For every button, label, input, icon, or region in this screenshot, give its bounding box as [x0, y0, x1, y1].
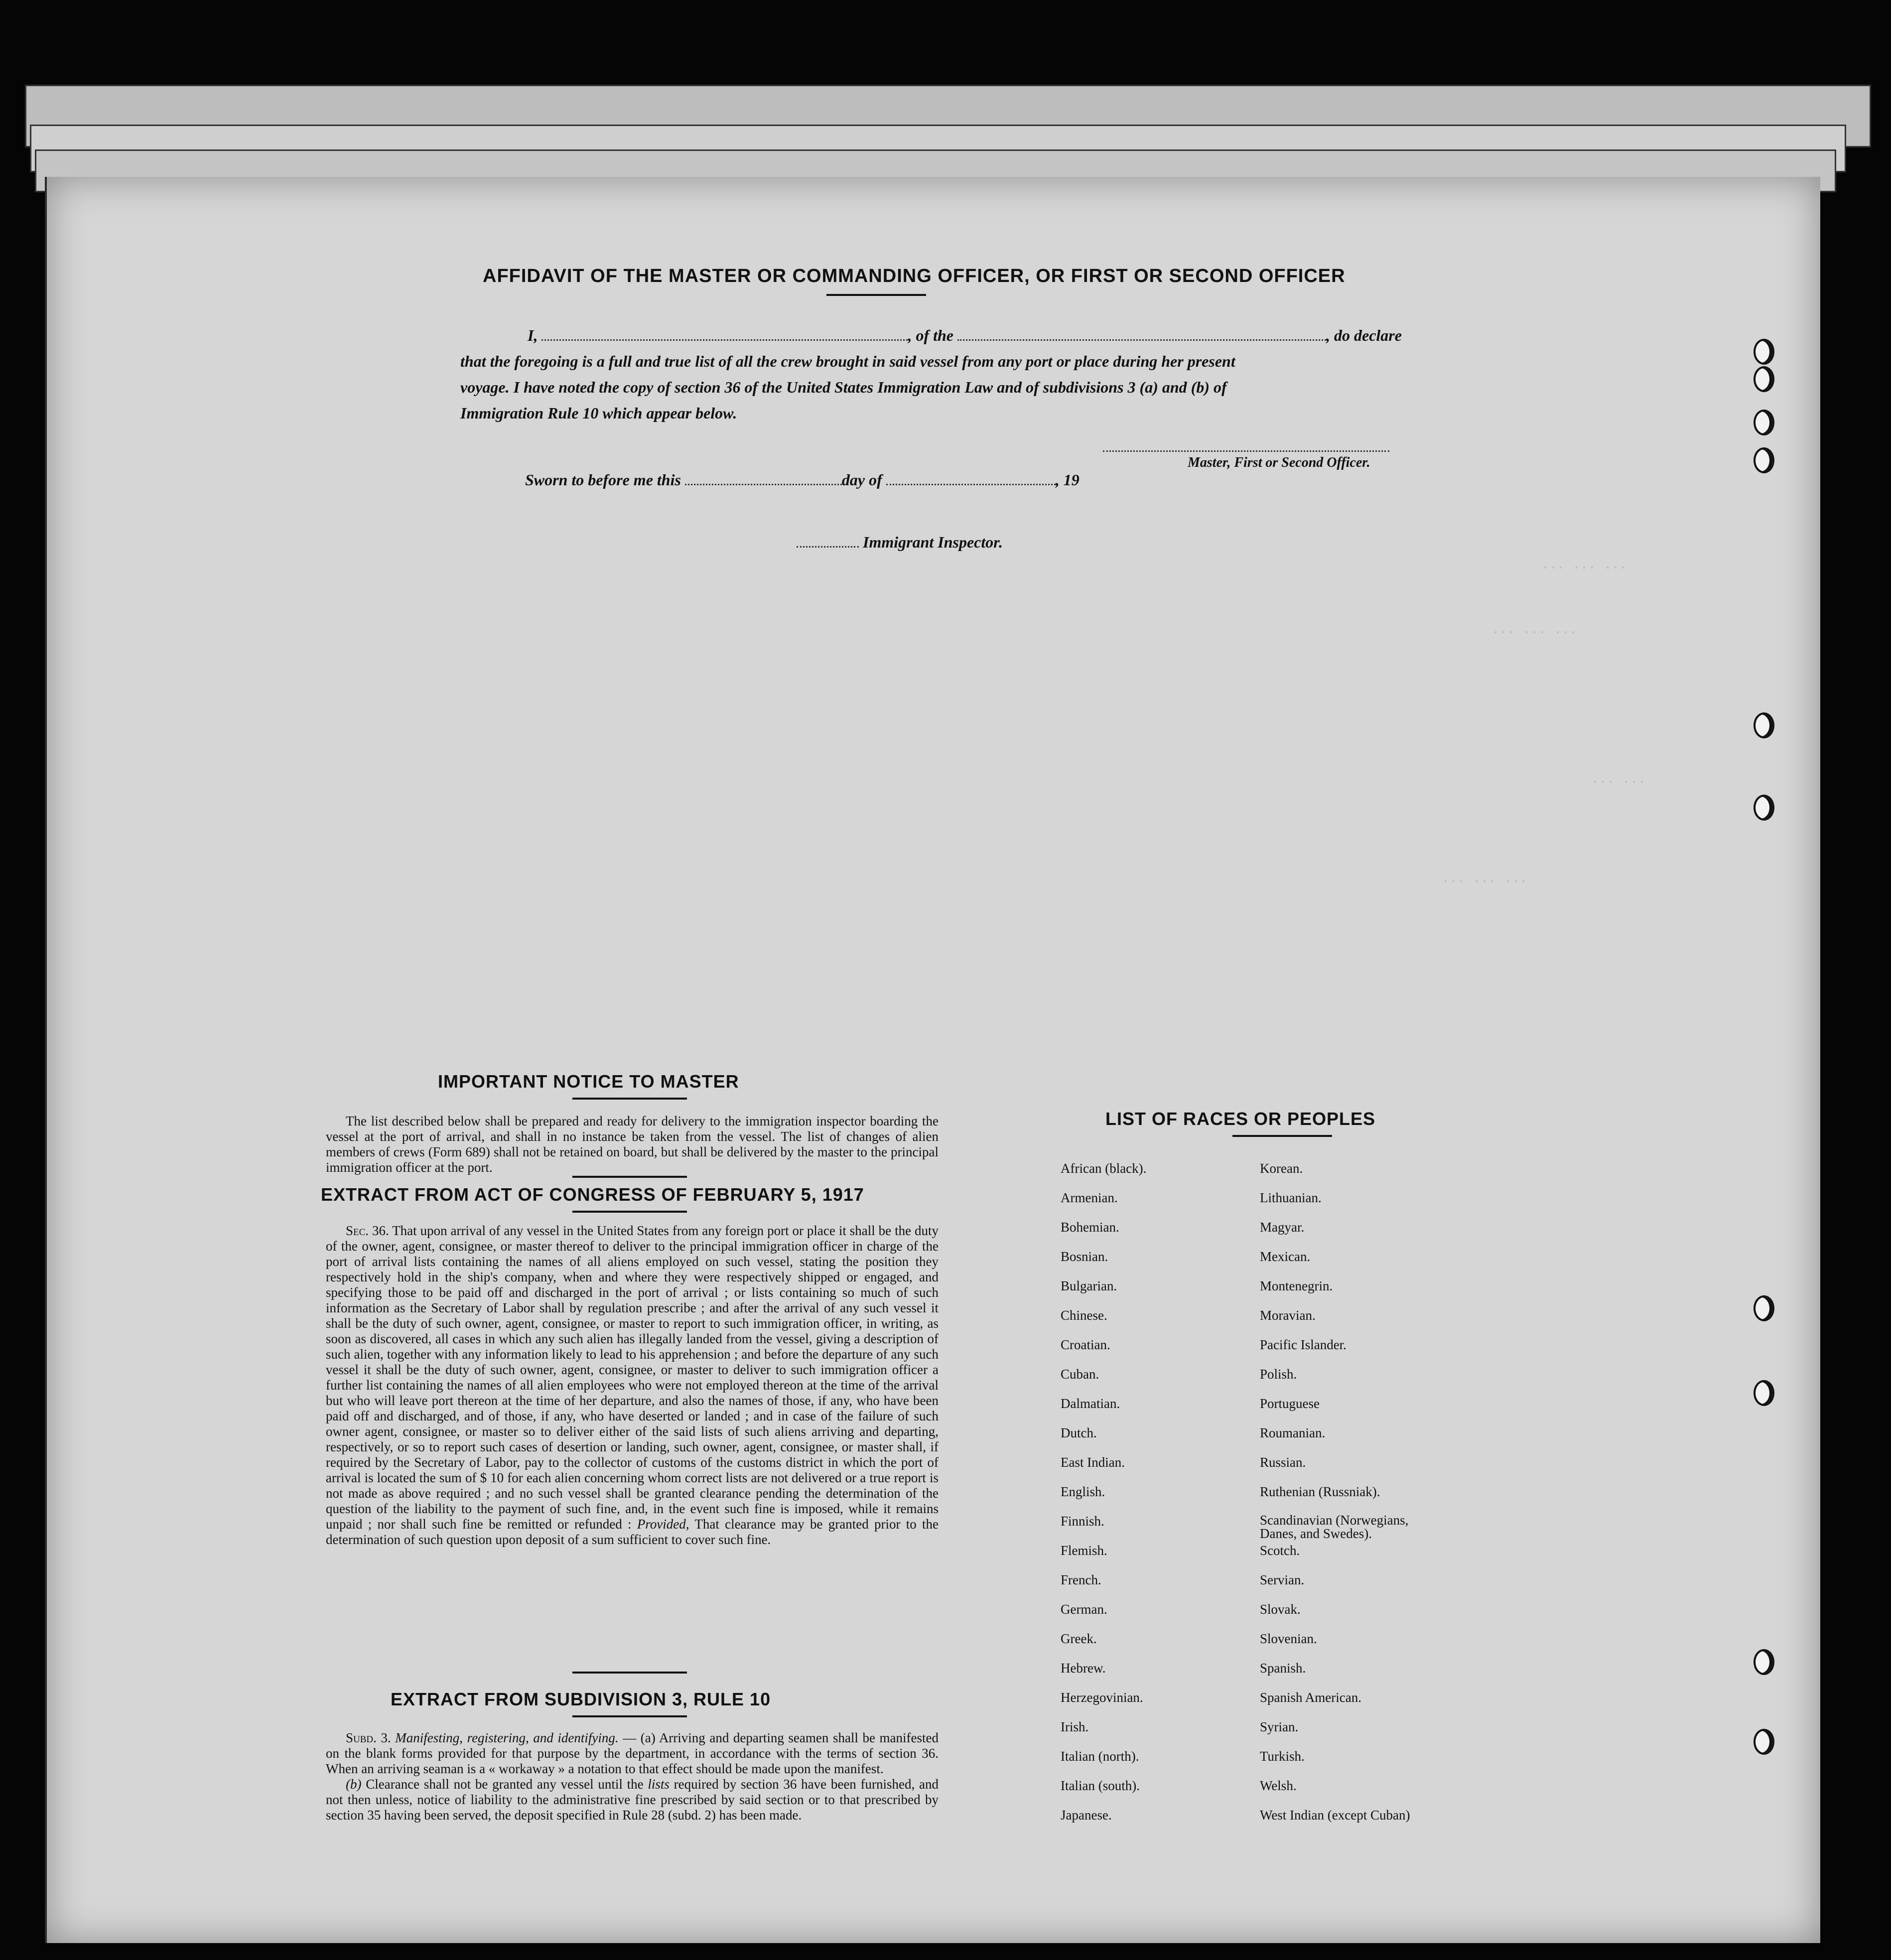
- affidavit-line1: [528, 326, 1402, 345]
- race-item: Ruthenian (Russniak).: [1260, 1484, 1380, 1499]
- race-item: Armenian.: [1061, 1190, 1118, 1205]
- race-item: Bosnian.: [1061, 1249, 1108, 1264]
- race-item: Servian.: [1260, 1572, 1305, 1587]
- race-item: Montenegrin.: [1260, 1278, 1333, 1293]
- race-item: Chinese.: [1061, 1308, 1107, 1323]
- race-item: Pacific Islander.: [1260, 1337, 1347, 1352]
- race-item: Croatian.: [1061, 1337, 1110, 1352]
- race-item: Magyar.: [1260, 1220, 1305, 1235]
- master-name-field[interactable]: [541, 339, 908, 341]
- binder-hole: [1754, 1649, 1774, 1675]
- affidavit-title: AFFIDAVIT OF THE MASTER OR COMMANDING OFFICER, OR FIRST OR SECOND OFFICER: [483, 266, 1346, 286]
- race-item: Scandinavian (Norwegians, Danes, and Swedes).: [1260, 1513, 1409, 1541]
- race-item: Spanish.: [1260, 1661, 1306, 1676]
- notice-paragraph: The list described below shall be prepared and ready for delivery to the immigration inspector boarding the vessel at the port of arrival, and shall in no instance be taken from the vessel. The list of changes of alien members of crews (Form 689) shall not be retained on board, but shall be delivered by the master to the principal immigration officer at the port.: [326, 1114, 939, 1175]
- race-item: English.: [1061, 1484, 1105, 1499]
- act-section-body: That upon arrival of any vessel in the United States from any foreign port or place it shall be the duty of the owner, agent, consignee, or master thereof to deliver to the principal immigration officer in charge of the port of arrival lists containing the names of all aliens employed on such vessel, stating the position they respectively hold in the ship's company, when and where they were respectively shipped or engaged, and specifying those to be paid off and discharged in the port of arrival ; or lists containing so much of such information as the Secretary of Labor shall by regulation prescribe ; and after the arrival of any such vessel it shall be the duty of such owner, agent, consignee, or master to report to such immigration officer, in writing, as soon as discovered, all cases in which any such alien has illegally landed from the vessel, giving a description of such alien, together with any information likely to lead to his apprehension ; and before the departure of any such vessel it shall be the duty of such owner, agent, consignee, or master to deliver to such immigration officer a further list containing the names of all alien employees who were not employed thereon at the time of the arrival but who will leave port thereon at the time of her departure, and also the names of those, if any, who have been paid off and discharged, and of those, if any, who have deserted or landed ; and in case of the failure of such owner agent, consignee, or master so to deliver either of the said lists of such aliens arriving and departing, respectively, or so to report such cases of desertion or landing, such owner, agent, consignee, or master shall, if required by the Secretary of Labor, pay to the collector of customs of the customs district in which the port of arrival is located the sum of $ 10 for each alien concerning whom correct lists are not delivered or a true report is not made as above required ; and no such vessel shall be granted clearance pending the determination of the question of the liability to the payment of such fine, and, in the event such fine is imposed, while it remains unpaid ; nor shall such fine be remitted or refunded :: [326, 1223, 939, 1532]
- race-item: Mexican.: [1260, 1249, 1311, 1264]
- race-item: West Indian (except Cuban): [1260, 1808, 1410, 1822]
- race-item: Polish.: [1260, 1367, 1297, 1382]
- rule-top-rule: [572, 1672, 687, 1674]
- affidavit-declare-label: , do declare: [1326, 326, 1402, 344]
- inspector-line: [797, 533, 1003, 552]
- binder-hole: [1754, 410, 1774, 435]
- affidavit-line3: voyage. I have noted the copy of section 36 of the United States Immigration Law and of subdivisions 3 (a) and (b) of: [460, 378, 1227, 396]
- binder-hole: [1754, 1295, 1774, 1321]
- act-title-rule: [572, 1211, 687, 1213]
- sworn-line: [525, 471, 1080, 489]
- day-of-label: day of: [841, 471, 882, 489]
- race-item: Flemish.: [1061, 1543, 1107, 1558]
- inspector-signature-field[interactable]: [797, 546, 859, 548]
- race-item: Roumanian.: [1260, 1425, 1326, 1440]
- rule-text-b2: required by section 36 have been furnished, and not then unless, notice of liability to the administrative fine prescribed by said section or to that prescribed by section 35 having been served, the deposit specified in Rule 28 (subd. 2) has been made.: [326, 1777, 939, 1822]
- sworn-label: Sworn to before me this: [525, 471, 681, 489]
- act-top-rule: [572, 1176, 687, 1178]
- race-item: Herzegovinian.: [1061, 1690, 1143, 1705]
- race-item: East Indian.: [1061, 1455, 1125, 1470]
- year-label: , 19: [1055, 471, 1080, 489]
- race-item: Turkish.: [1260, 1749, 1305, 1764]
- race-item: Cuban.: [1061, 1367, 1099, 1382]
- races-title-rule: [1232, 1135, 1332, 1137]
- race-item: Italian (north).: [1061, 1749, 1139, 1764]
- binder-hole: [1754, 795, 1774, 821]
- binder-hole: [1754, 1729, 1774, 1755]
- notice-title: IMPORTANT NOTICE TO MASTER: [438, 1071, 739, 1092]
- act-section-label: Sec. 36.: [346, 1223, 389, 1238]
- race-item: African (black).: [1061, 1161, 1147, 1176]
- inspector-label: Immigrant Inspector.: [863, 533, 1003, 551]
- race-item: Russian.: [1260, 1455, 1306, 1470]
- race-item: Finnish.: [1061, 1514, 1104, 1529]
- signature-line[interactable]: [1103, 448, 1389, 452]
- binder-hole: [1754, 712, 1774, 738]
- race-item: Irish.: [1061, 1719, 1089, 1734]
- race-item: Dutch.: [1061, 1425, 1097, 1440]
- rule-lists-word: lists: [648, 1777, 670, 1792]
- race-item: French.: [1061, 1572, 1101, 1587]
- affidavit-of-label: , of the: [908, 326, 953, 344]
- race-item: Japanese.: [1061, 1808, 1112, 1822]
- race-item: Slovenian.: [1260, 1631, 1317, 1646]
- race-item: Portuguese: [1260, 1396, 1320, 1411]
- vessel-name-field[interactable]: [957, 339, 1326, 341]
- race-item: Slovak.: [1260, 1602, 1301, 1617]
- race-item: Scotch.: [1260, 1543, 1300, 1558]
- binder-hole: [1754, 447, 1774, 473]
- race-item: Dalmatian.: [1061, 1396, 1120, 1411]
- race-item: Italian (south).: [1061, 1778, 1140, 1793]
- race-item: Greek.: [1061, 1631, 1097, 1646]
- act-text: [326, 1223, 939, 1547]
- race-item: Syrian.: [1260, 1719, 1299, 1734]
- binder-hole: [1754, 1380, 1774, 1406]
- notice-text: [326, 1114, 939, 1175]
- race-item: Korean.: [1260, 1161, 1303, 1176]
- act-title: EXTRACT FROM ACT OF CONGRESS OF FEBRUARY 5, 1917: [321, 1184, 864, 1205]
- notice-title-rule: [572, 1098, 687, 1100]
- affidavit-line2: that the foregoing is a full and true list of all the crew brought in said vessel from any port or place during her present: [460, 352, 1235, 370]
- rule-b-label: (b): [346, 1777, 362, 1792]
- act-section-end: That clearance may be granted prior to the determination of such question upon deposit of a sum sufficient to cover such fine.: [326, 1517, 939, 1547]
- sworn-month-field[interactable]: [886, 484, 1056, 485]
- race-item: Welsh.: [1260, 1778, 1297, 1793]
- rule-title-rule: [572, 1715, 687, 1717]
- race-item: Bulgarian.: [1061, 1278, 1117, 1293]
- affidavit-page: ··· ··· ··· ··· ··· ··· ··· ··· ··· ··· ··· AFFIDAVIT OF THE MASTER OR COMMANDING OFFICER, OR FIRST OR SECOND OFFICER I, , of the , do declare that the foregoing is a full and true list of all the crew brought in said vessel from any port or place during her present voyage. I have noted the copy of section 36 of the United States Immigration Law and of subdivisions 3 (a) and (b) of Immigration Rule 10 which appear below. Master, First or Second Officer. Sworn to before me this day of , 19 Immigrant Inspector. IMPORTANT NOTICE TO MASTER The list described below shall be prepared and ready for delivery to the immigration inspector boarding the vessel at the port of arrival, and shall in no instance be taken from the vessel. The list of changes of alien members of crews (Form 689) shall not be retained on board, but shall be delivered by the master to the principal immigration officer at the port. EXTRACT FROM ACT OF CONGRESS OF FEBRUARY 5, 1917 Sec. 36. That upon arrival of any vessel in the United States from any foreign port or place it shall be the duty of the owner, agent, consignee, or master thereof to deliver to the principal immigration officer in charge of the port of arrival lists containing the names of all aliens employed on such vessel, stating the position they respectively hold in the ship's company, when and where they were respectively shipped or engaged, and specifying those to be paid off and discharged in the port of arrival ; or lists containing so much of such information as the Secretary of Labor shall by regulation prescribe ; and after the arrival of any such vessel it shall be the duty of such owner, agent, consignee, or master to report to such immigration officer, in writing, as soon as discovered, all cases in which any such alien has illegally landed from the vessel, giving a description of such alien, together with any information likely to lead to his apprehension ; and before the departure of any such vessel it shall be the duty of such owner, agent, consignee, or master to deliver to such immigration officer a further list containing the names of all alien employees who were not employed thereon at the time of the arrival but who will leave port thereon at the time of her departure, and also the names of those, if any, who have been paid off and discharged, and of those, if any, who have deserted or landed ; and in case of the failure of such owner agent, consignee, or master so to deliver either of the said lists of such aliens arriving and departing, respectively, or so to report such cases of desertion or landing, such owner, agent, consignee, or master shall, if required by the Secretary of Labor, pay to the collector of customs of the customs district in which the port of arrival is located the sum of $ 10 for each alien concerning whom correct lists are not delivered or a true report is not made as above required ; and no such vessel shall be granted clearance pending the determination of the question of the liability to the payment of such fine, and, in the event such fine is imposed, while it remains unpaid ; nor shall such fine be remitted or refunded : Provided, That clearance may be granted prior to the determination of such question upon deposit of a sum sufficient to cover such fine. EXTRACT FROM SUBDIVISION 3, RULE 10 Subd. 3. Manifesting, registering, and identifying. — (a) Arriving and departing seamen shall be manifested on the blank forms provided for that purpose by the department, in accordance with the terms of section 36. When an arriving seaman is a « workaway » a notation to that effect should be made upon the manifest. (b) Clearance shall not be granted any vessel until the lists required by section 36 have been furnished, and not then unless, notice of liability to the administrative fine prescribed by said section or to that prescribed by section 35 having been served, the deposit specified in Rule 28 (subd. 2) has been made. LIST OF RACES OR PEOPLES African (black). Armenian. Bohemian. Bosnian. Bulgarian. Chinese. Croatian. Cuban. Dalmatian. Dutch. East Indian. English. Finnish. Flemish. French. German. Greek. Hebrew. Herzegovinian. Irish. Italian (north). Italian (south). Japanese. Korean. Lithuanian. Magyar. Mexican. Montenegrin. Moravian. Pacific Islander. Polish. Portuguese Roumanian. Russian. Ruthenian (Russniak). Scandinavian (Norwegians, Danes, and Swedes). Scotch. Servian. Slovak. Slovenian. Spanish. Spanish American. Syrian. Turkish. Welsh. West Indian (except Cuban): [45, 177, 1820, 1943]
- rule-text: [326, 1730, 939, 1823]
- races-title: LIST OF RACES OR PEOPLES: [1105, 1109, 1376, 1129]
- race-item: Lithuanian.: [1260, 1190, 1322, 1205]
- race-item: Spanish American.: [1260, 1690, 1361, 1705]
- affidavit-title-rule: [826, 294, 926, 296]
- race-item: Hebrew.: [1061, 1661, 1106, 1676]
- rule-subd-heading: Manifesting, registering, and identifying.: [395, 1730, 619, 1745]
- affidavit-line4: Immigration Rule 10 which appear below.: [460, 404, 737, 422]
- rule-text-b1: Clearance shall not be granted any vessel until the: [366, 1777, 644, 1792]
- signature-label: Master, First or Second Officer.: [1188, 455, 1370, 470]
- rule-title: EXTRACT FROM SUBDIVISION 3, RULE 10: [391, 1689, 771, 1709]
- rule-subd-label: Subd. 3.: [346, 1730, 391, 1745]
- rule-text-a: — (a) Arriving and departing seamen shall be manifested on the blank forms provided for that purpose by the department, in accordance with the terms of section 36. When an arriving seaman is a « workaway » a notation to that effect should be made upon the manifest.: [326, 1730, 939, 1776]
- binder-hole: [1754, 339, 1774, 365]
- act-provided-label: Provided,: [637, 1517, 689, 1532]
- binder-hole: [1754, 366, 1774, 392]
- race-item: German.: [1061, 1602, 1107, 1617]
- race-item: Bohemian.: [1061, 1220, 1119, 1235]
- race-item: Moravian.: [1260, 1308, 1316, 1323]
- sworn-day-field[interactable]: [685, 484, 842, 485]
- affidavit-i-label: I,: [528, 326, 538, 344]
